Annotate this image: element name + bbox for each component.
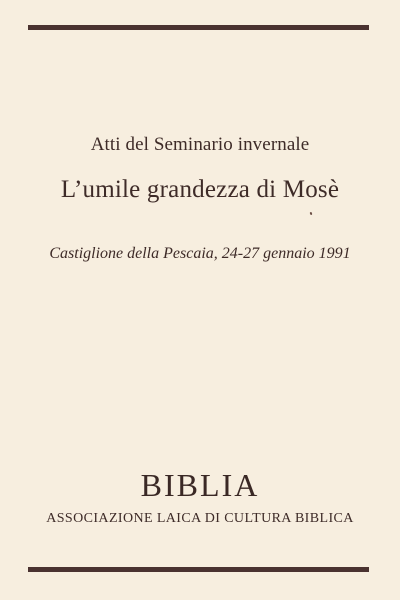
paper-speck <box>310 212 313 216</box>
top-rule <box>28 25 369 30</box>
bottom-rule <box>28 567 369 572</box>
series-line: Atti del Seminario invernale <box>90 134 310 155</box>
publisher-logo: BIBLIA <box>140 467 260 503</box>
publisher-name: ASSOCIAZIONE LAICA DI CULTURA BIBLICA <box>46 511 354 526</box>
event-line: Castiglione della Pescaia, 24-27 gennaio 1991 <box>49 245 351 262</box>
book-title: L’umile grandezza di Mosè <box>60 176 340 203</box>
